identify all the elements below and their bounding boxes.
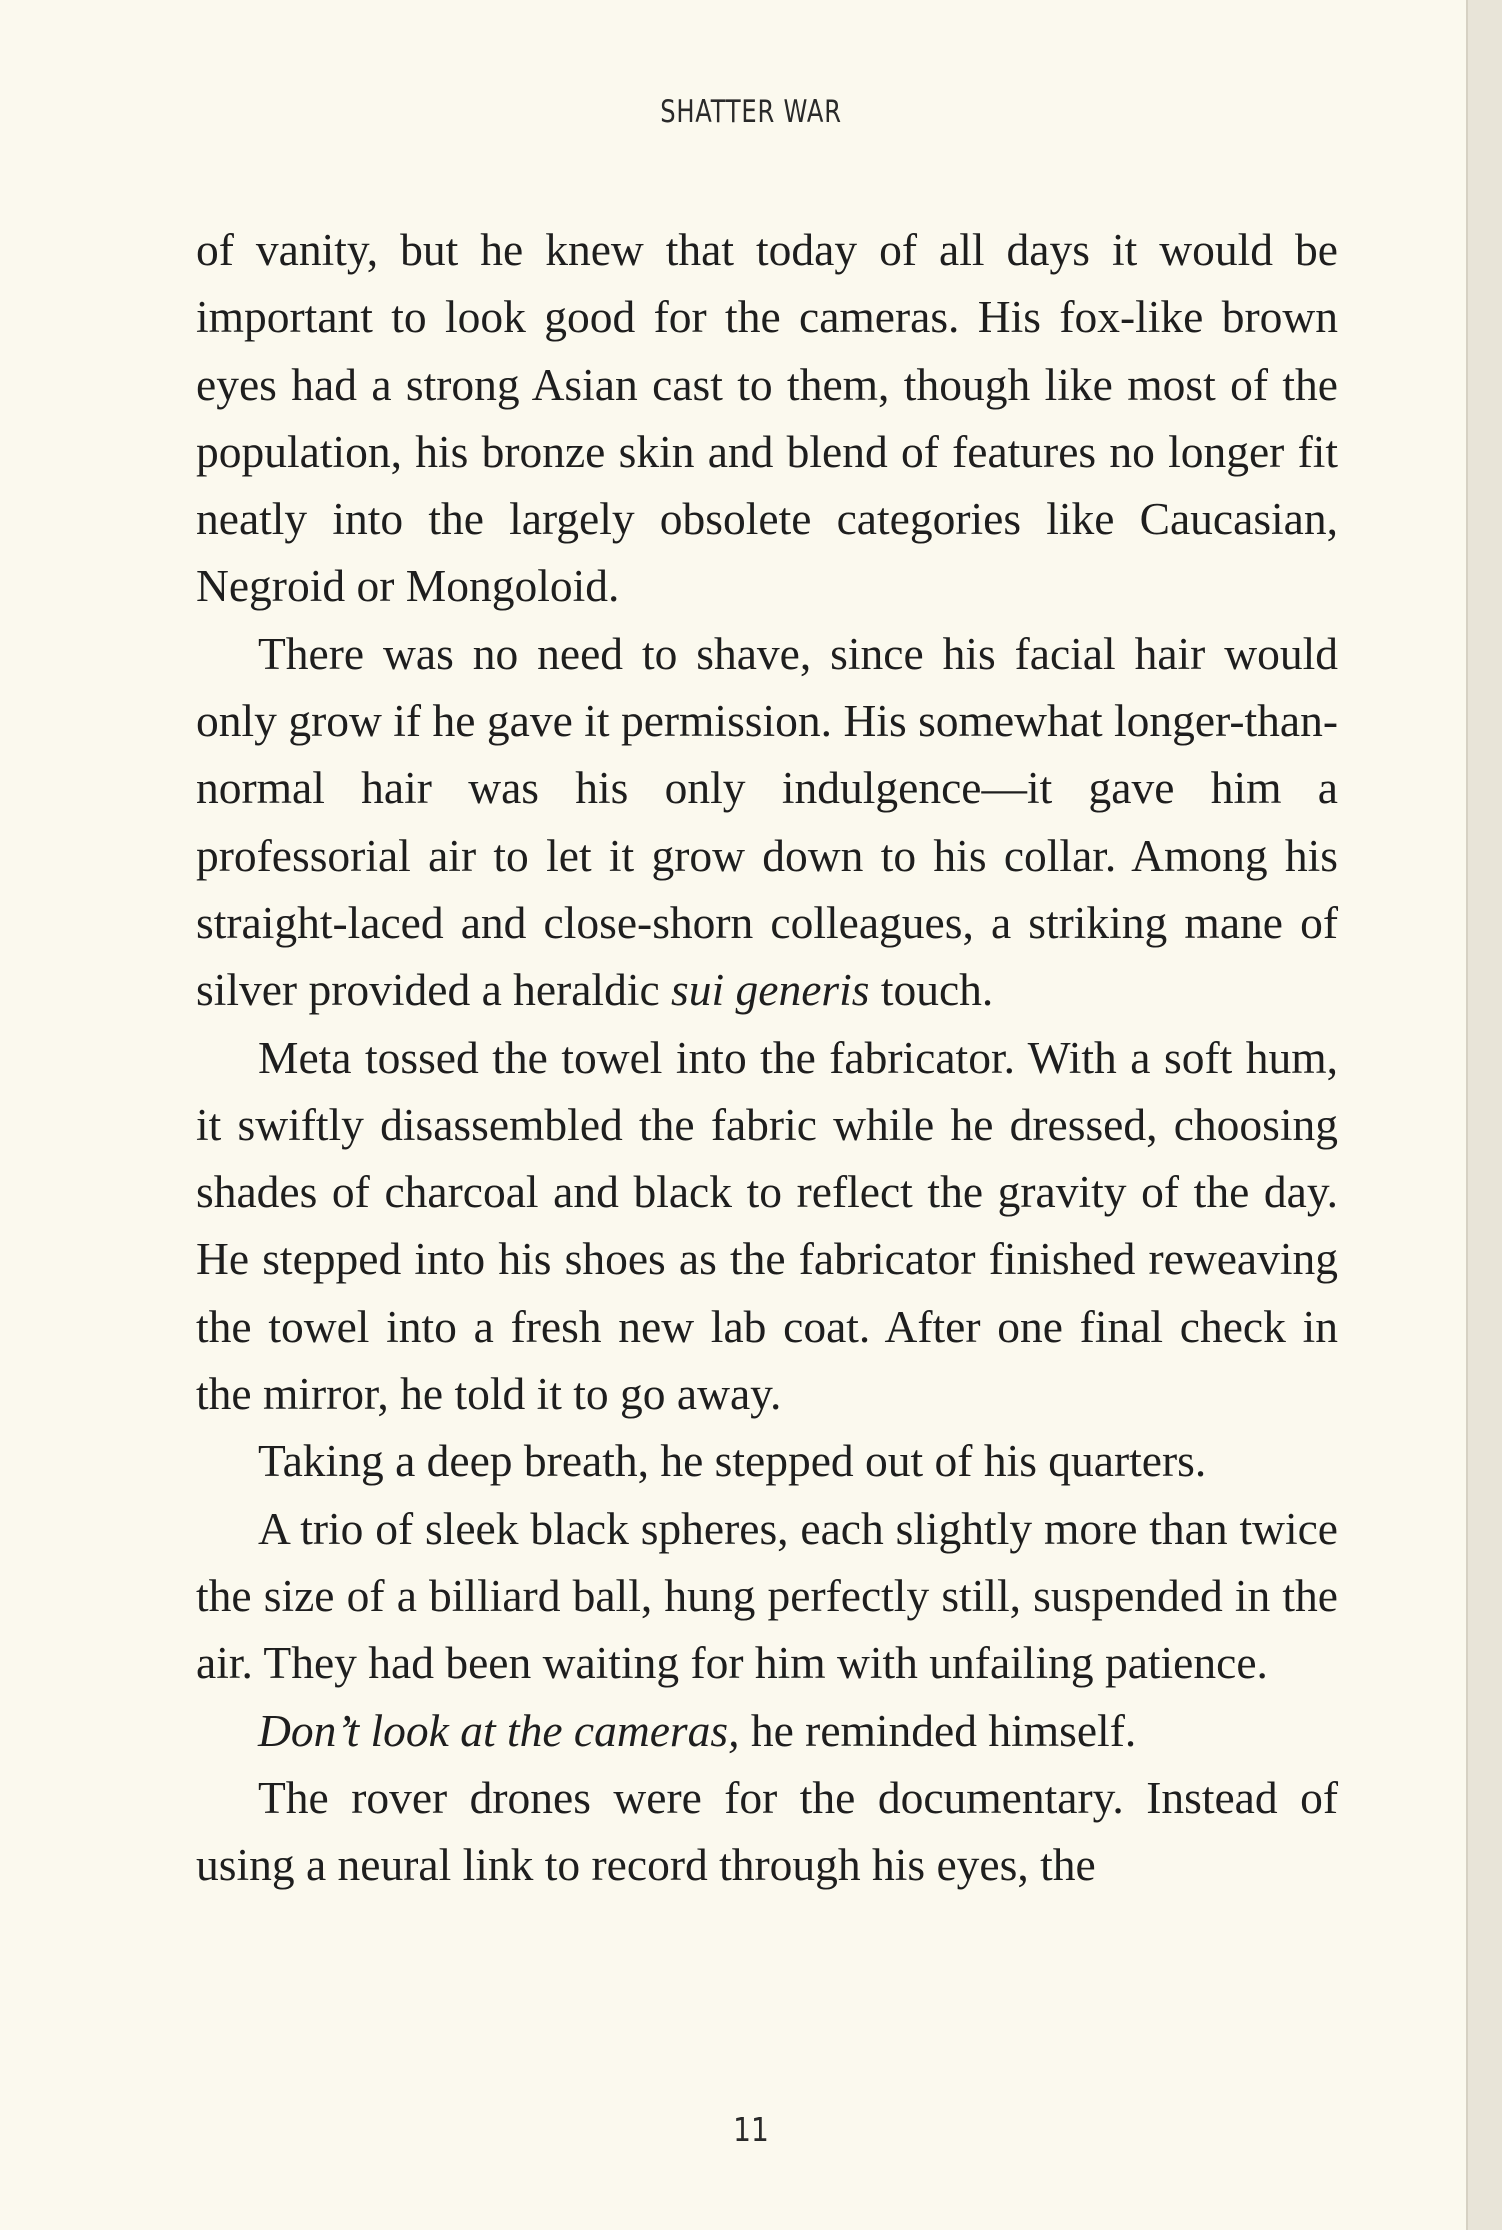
paragraph-text: The rover drones were for the documentary. Instead of using a neural link to record through his eyes, the [196,1771,1338,1891]
paragraph-text: he reminded himself. [739,1704,1137,1756]
paragraph [196,1697,1338,1764]
running-head: SHATTER WAR [660,94,842,130]
paragraph-text: touch. [869,964,994,1016]
paragraph-text: of vanity, but he knew that today of all days it would be important to look good for the cameras. His fox-like brown eyes had a strong Asian cast to them, though like most of the population, his bronze skin and blend of features no longer fit neatly into the largely obsolete categories like Caucasian, Negroid or Mongoloid. [196,224,1338,612]
paragraph [196,620,1338,1024]
body-text [196,216,1338,1898]
paragraph [196,1764,1338,1899]
paragraph [196,1427,1338,1494]
paragraph [196,1024,1338,1428]
paragraph-text: There was no need to shave, since his facial hair would only grow if he gave it permission. His somewhat longer-than-normal hair was his only indulgence—it gave him a professorial air to let it grow down to his collar. Among his straight-laced and close-shorn colleagues, a striking mane of silver provided a heraldic [196,627,1338,1016]
page-number: 11 [733,2110,769,2149]
paragraph-text: Taking a deep breath, he stepped out of his quarters. [258,1435,1207,1487]
paragraph-text: Meta tossed the towel into the fabricator. With a soft hum, it swiftly disassembled the fabric while he dressed, choosing shades of charcoal and black to reflect the gravity of the day. He stepped into his shoes as the fabricator finished reweaving the towel into a fresh new lab coat. After one final check in the mirror, he told it to go away. [196,1031,1338,1420]
italic-phrase: Don’t look at the cameras, [258,1704,740,1756]
paragraph [196,1495,1338,1697]
paragraph [196,216,1338,620]
paragraph-text: A trio of sleek black spheres, each slightly more than twice the size of a billiard ball, hung perfectly still, suspended in the air. They had been waiting for him with unfailing patience. [196,1502,1338,1689]
italic-phrase: sui generis [671,964,870,1016]
